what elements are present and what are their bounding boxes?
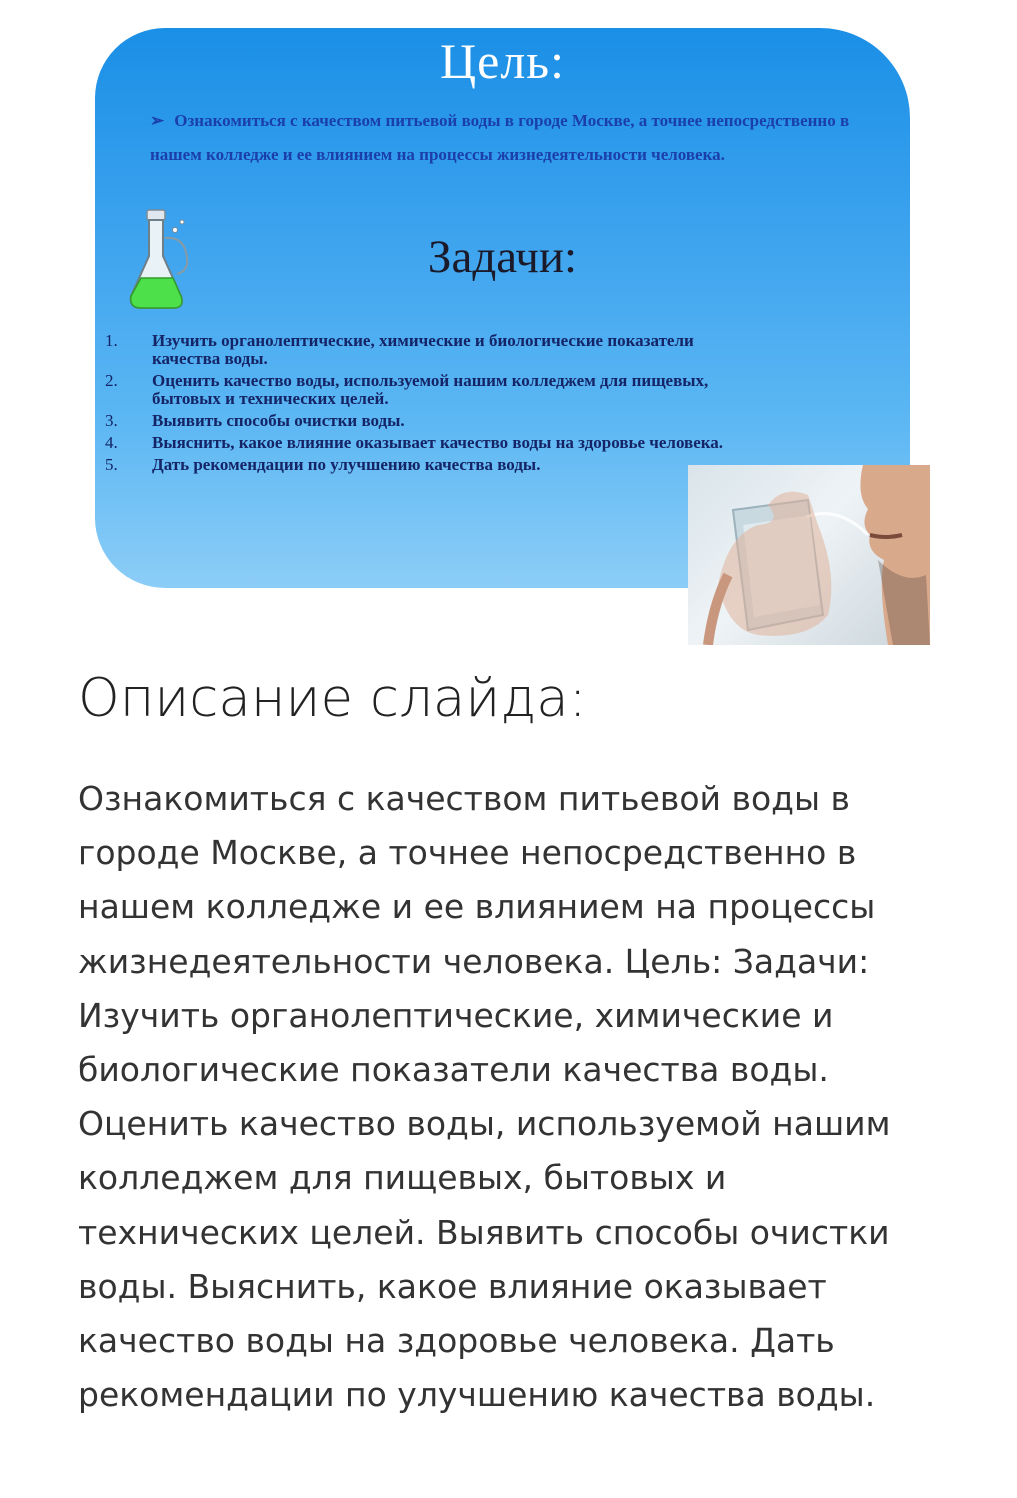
- slide-goal: [150, 104, 880, 172]
- tasks-title: Задачи:: [427, 231, 578, 283]
- list-item: [105, 456, 745, 474]
- slide-title: Цель:: [440, 33, 565, 89]
- goal-text: Ознакомиться с качеством питьевой воды в городе Москве, а точнее непосредственно в нашем колледже и ее влиянием на процессы жизнедеятельности человека.: [150, 111, 850, 164]
- list-item-text: Дать рекомендации по улучшению качества воды.: [152, 455, 541, 474]
- list-item-text: Оценить качество воды, используемой нашим колледжем для пищевых, бытовых и технических целей.: [152, 371, 709, 408]
- list-item-number: 5.: [105, 455, 118, 474]
- man-drinking-water-photo: [688, 465, 930, 645]
- list-item: [105, 372, 745, 408]
- list-item-text: Выяснить, какое влияние оказывает качество воды на здоровье человека.: [152, 433, 724, 452]
- description-heading: Описание слайда:: [78, 668, 587, 729]
- tasks-list: [105, 332, 745, 478]
- list-item-text: Выявить способы очистки воды.: [152, 411, 405, 430]
- list-item-number: 4.: [105, 433, 118, 452]
- photo-illustration: [688, 465, 930, 645]
- list-item: [105, 412, 745, 430]
- list-item-number: 2.: [105, 371, 118, 390]
- list-item: [105, 332, 745, 368]
- list-item-number: 3.: [105, 411, 118, 430]
- list-item: [105, 434, 745, 452]
- list-item-number: 1.: [105, 331, 118, 350]
- list-item-text: Изучить органолептические, химические и биологические показатели качества воды.: [152, 331, 694, 368]
- goal-bullet: ➢: [150, 111, 165, 130]
- description-text: Ознакомиться с качеством питьевой воды в городе Москве, а точнее непосредственно в нашем колледже и ее влиянием на процессы жизнедеятельности человека. Цель: Задачи: Изучить органолептические, химические и биологические показатели качества воды. Оценить качество воды, используемой нашим колледжем для пищевых, бытовых и технических целей. Выявить способы очистки воды. Выяснить, какое влияние оказывает качество воды на здоровье человека. Дать рекомендации по улучшению качества воды.: [78, 779, 891, 1415]
